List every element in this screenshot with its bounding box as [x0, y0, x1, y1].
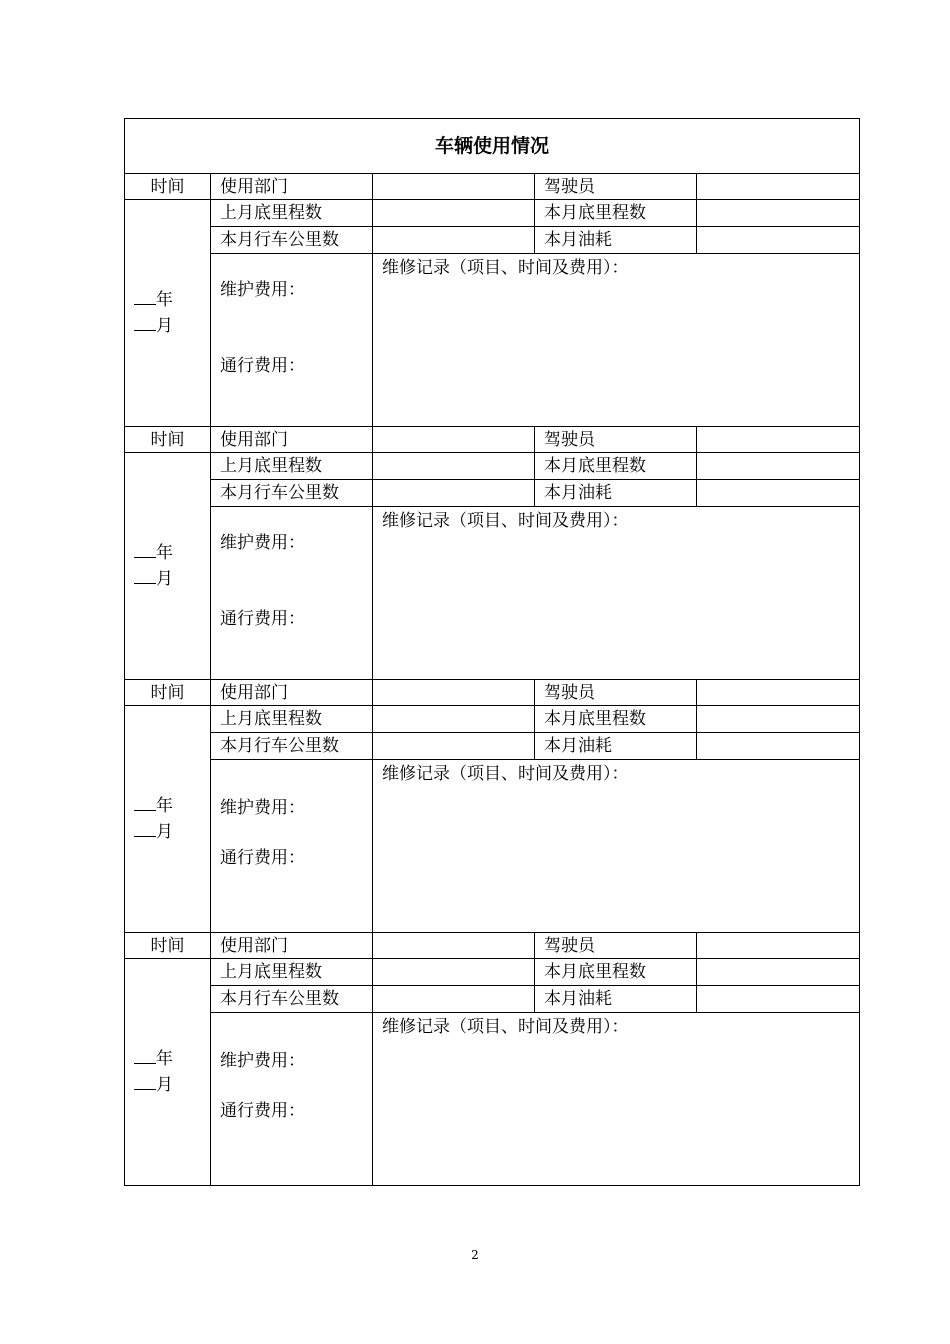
toll-fee-label: 通行费用： [220, 848, 305, 868]
this-month-odometer-value[interactable] [697, 959, 860, 986]
time-label: 时间 [125, 427, 211, 453]
time-label: 时间 [125, 174, 211, 200]
department-label: 使用部门 [211, 174, 373, 200]
fees-cell[interactable] [211, 760, 373, 933]
this-month-odometer-label: 本月底里程数 [535, 959, 697, 986]
driver-label: 驾驶员 [535, 933, 697, 959]
this-month-odometer-value[interactable] [697, 200, 860, 227]
toll-fee-label: 通行费用： [220, 356, 305, 376]
fees-cell[interactable] [211, 254, 373, 427]
driver-label: 驾驶员 [535, 174, 697, 200]
this-month-fuel-value[interactable] [697, 227, 860, 254]
this-month-odometer-value[interactable] [697, 453, 860, 480]
driver-value[interactable] [697, 174, 860, 200]
this-month-fuel-label: 本月油耗 [535, 227, 697, 254]
driver-label: 驾驶员 [535, 680, 697, 706]
month-blank[interactable] [134, 569, 156, 584]
time-label: 时间 [125, 680, 211, 706]
date-cell [125, 706, 211, 933]
year-blank[interactable] [134, 1049, 156, 1064]
last-month-odometer-label: 上月底里程数 [211, 200, 373, 227]
this-month-fuel-value[interactable] [697, 733, 860, 760]
department-value[interactable] [373, 427, 535, 453]
repair-record-label: 维修记录（项目、时间及费用）： [382, 511, 629, 531]
department-value[interactable] [373, 933, 535, 959]
this-month-km-label: 本月行车公里数 [211, 733, 373, 760]
year-line: 年 [134, 290, 210, 310]
department-label: 使用部门 [211, 427, 373, 453]
toll-fee-label: 通行费用： [220, 609, 305, 629]
vehicle-usage-form [124, 118, 859, 1186]
vehicle-usage-table [124, 118, 860, 1186]
department-label: 使用部门 [211, 933, 373, 959]
this-month-km-label: 本月行车公里数 [211, 227, 373, 254]
repair-record-label: 维修记录（项目、时间及费用）： [382, 764, 629, 784]
this-month-km-value[interactable] [373, 227, 535, 254]
date-cell [125, 200, 211, 427]
driver-value[interactable] [697, 933, 860, 959]
page-number: 2 [471, 1248, 479, 1262]
year-blank[interactable] [134, 543, 156, 558]
this-month-km-value[interactable] [373, 986, 535, 1013]
maintenance-fee-label: 维护费用： [220, 533, 305, 553]
month-blank[interactable] [134, 1075, 156, 1090]
repair-record-label: 维修记录（项目、时间及费用）： [382, 1017, 629, 1037]
repair-record-cell[interactable] [373, 254, 860, 427]
last-month-odometer-value[interactable] [373, 959, 535, 986]
form-title: 车辆使用情况 [125, 119, 860, 174]
this-month-km-label: 本月行车公里数 [211, 480, 373, 507]
month-line: 月 [134, 1075, 210, 1095]
driver-value[interactable] [697, 427, 860, 453]
this-month-km-label: 本月行车公里数 [211, 986, 373, 1013]
repair-record-cell[interactable] [373, 760, 860, 933]
department-value[interactable] [373, 680, 535, 706]
last-month-odometer-label: 上月底里程数 [211, 959, 373, 986]
driver-label: 驾驶员 [535, 427, 697, 453]
driver-value[interactable] [697, 680, 860, 706]
maintenance-fee-label: 维护费用： [220, 798, 305, 818]
fees-cell[interactable] [211, 1013, 373, 1186]
department-value[interactable] [373, 174, 535, 200]
this-month-odometer-label: 本月底里程数 [535, 200, 697, 227]
month-blank[interactable] [134, 316, 156, 331]
last-month-odometer-label: 上月底里程数 [211, 706, 373, 733]
this-month-fuel-value[interactable] [697, 986, 860, 1013]
this-month-odometer-label: 本月底里程数 [535, 706, 697, 733]
department-label: 使用部门 [211, 680, 373, 706]
last-month-odometer-value[interactable] [373, 200, 535, 227]
date-cell [125, 959, 211, 1186]
this-month-fuel-value[interactable] [697, 480, 860, 507]
time-label: 时间 [125, 933, 211, 959]
date-cell [125, 453, 211, 680]
month-line: 月 [134, 316, 210, 336]
fees-cell[interactable] [211, 507, 373, 680]
this-month-km-value[interactable] [373, 733, 535, 760]
month-line: 月 [134, 822, 210, 842]
year-line: 年 [134, 1049, 210, 1069]
repair-record-label: 维修记录（项目、时间及费用）： [382, 258, 629, 278]
month-line: 月 [134, 569, 210, 589]
year-line: 年 [134, 796, 210, 816]
maintenance-fee-label: 维护费用： [220, 1051, 305, 1071]
last-month-odometer-label: 上月底里程数 [211, 453, 373, 480]
this-month-fuel-label: 本月油耗 [535, 480, 697, 507]
month-blank[interactable] [134, 822, 156, 837]
this-month-odometer-value[interactable] [697, 706, 860, 733]
repair-record-cell[interactable] [373, 507, 860, 680]
toll-fee-label: 通行费用： [220, 1101, 305, 1121]
repair-record-cell[interactable] [373, 1013, 860, 1186]
this-month-km-value[interactable] [373, 480, 535, 507]
last-month-odometer-value[interactable] [373, 453, 535, 480]
year-blank[interactable] [134, 290, 156, 305]
this-month-fuel-label: 本月油耗 [535, 986, 697, 1013]
year-blank[interactable] [134, 796, 156, 811]
maintenance-fee-label: 维护费用： [220, 280, 305, 300]
last-month-odometer-value[interactable] [373, 706, 535, 733]
this-month-fuel-label: 本月油耗 [535, 733, 697, 760]
this-month-odometer-label: 本月底里程数 [535, 453, 697, 480]
year-line: 年 [134, 543, 210, 563]
